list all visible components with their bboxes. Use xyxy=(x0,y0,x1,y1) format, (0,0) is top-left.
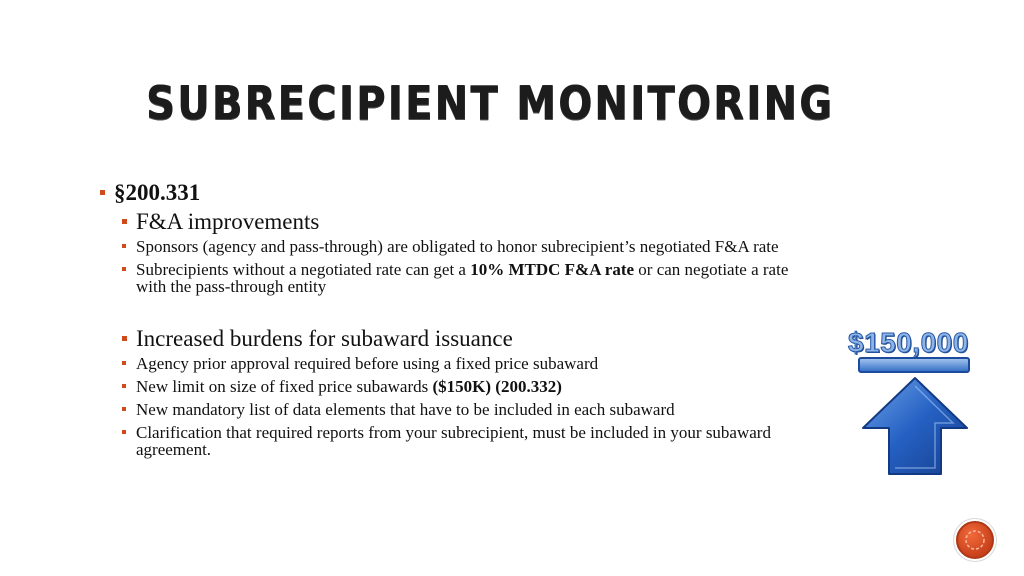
list-item-text: Agency prior approval required before using a fixed price subaward xyxy=(136,354,599,373)
group-heading-text: F&A improvements xyxy=(136,209,320,234)
list-item-text: New mandatory list of data elements that have to be included in each subaward xyxy=(136,400,675,419)
bullet-marker xyxy=(122,267,126,271)
list-item xyxy=(98,401,818,418)
arrow-up-to-limit-icon xyxy=(857,356,973,478)
list-item-text: Sponsors (agency and pass-through) are obligated to honor subrecipient’s negotiated F&A rate xyxy=(136,237,779,256)
bullet-marker xyxy=(122,430,126,434)
bullet-marker xyxy=(122,244,126,248)
slide-progress-icon xyxy=(958,523,992,557)
list-item xyxy=(98,238,818,255)
section-label: §200.331 xyxy=(114,180,201,205)
bullet-marker xyxy=(122,407,126,411)
group-heading-subaward xyxy=(98,327,818,350)
list-item-text: New limit on size of fixed price subawards xyxy=(136,377,433,396)
slide-title: SUBRECIPIENT MONITORING xyxy=(146,76,835,130)
limit-label: $150,000 xyxy=(848,327,969,358)
list-item xyxy=(98,378,818,395)
section-bullet xyxy=(98,181,818,204)
bullet-marker xyxy=(122,219,127,224)
list-item-text: Subrecipients without a negotiated rate can get a xyxy=(136,260,471,279)
list-item-emphasis: ($150K) (200.332) xyxy=(432,377,562,396)
bullet-marker xyxy=(122,384,126,388)
bullet-list xyxy=(98,181,818,464)
bullet-marker xyxy=(122,361,126,365)
list-item-text: Clarification that required reports from your subrecipient, must be included in your subaward agreement. xyxy=(136,423,771,459)
group-heading-fa xyxy=(98,210,818,233)
bullet-marker xyxy=(100,190,105,195)
slide-nav-button[interactable] xyxy=(956,521,994,559)
list-item xyxy=(98,424,818,458)
list-item xyxy=(98,261,818,295)
list-item-emphasis: 10% MTDC F&A rate xyxy=(470,260,635,279)
list-item xyxy=(98,355,818,372)
group-heading-text: Increased burdens for subaward issuance xyxy=(136,326,513,351)
list-item-text: or can negotiate a rate with the pass-through entity xyxy=(136,260,789,296)
bullet-marker xyxy=(122,336,127,341)
